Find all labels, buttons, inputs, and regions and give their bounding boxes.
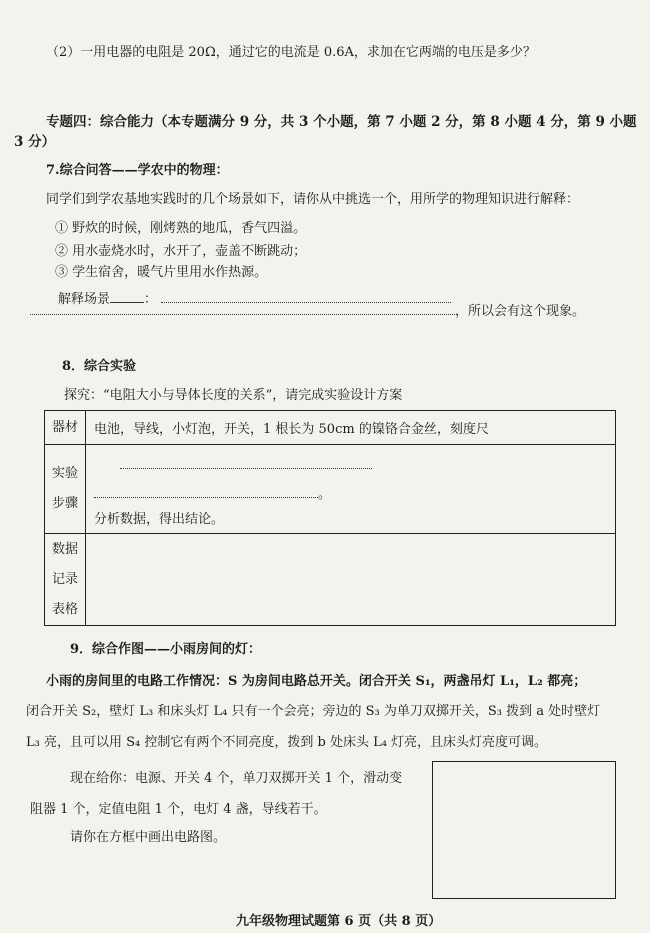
scene-item: ① 野炊的时候，刚烤熟的地瓜，香气四溢。 xyxy=(55,221,307,236)
step-answer-blank[interactable] xyxy=(120,456,372,469)
question-9-given: 阻器 1 个，定值电阻 1 个，电灯 4 盏，导线若干。 xyxy=(30,802,327,817)
steps-cell: 。 分析数据，得出结论。 xyxy=(86,445,616,534)
equipment-label: 器材 xyxy=(45,411,86,445)
page-footer: 九年级物理试题第 6 页（共 8 页） xyxy=(236,914,442,929)
circuit-drawing-box[interactable] xyxy=(432,761,616,899)
question-9-desc: 小雨的房间里的电路工作情况：S 为房间电路总开关。闭合开关 S₁，两盏吊灯 L₁，L₂ 都亮； xyxy=(46,674,587,689)
question-7-intro: 同学们到学农基地实践时的几个场景如下，请你从中挑选一个，用所学的物理知识进行解释： xyxy=(46,192,580,207)
explain-line-2 xyxy=(30,300,585,319)
section-4-heading: 专题四：综合能力（本专题满分 9 分，共 3 个小题，第 7 小题 2 分，第 8 小题 4 分，第 9 小题 xyxy=(46,114,637,130)
step-answer-blank[interactable] xyxy=(94,485,318,498)
question-9-given: 现在给你：电源、开关 4 个，单刀双掷开关 1 个，滑动变 xyxy=(70,771,403,786)
explain-answer-blank-2[interactable] xyxy=(30,302,455,315)
equipment-value: 电池，导线，小灯泡，开关，1 根长为 50cm 的镍铬合金丝，刻度尺 xyxy=(86,411,616,445)
record-table-area[interactable] xyxy=(86,534,616,626)
question-6-part-2: （2）一用电器的电阻是 20Ω，通过它的电流是 0.6A，求加在它两端的电压是多少？ xyxy=(46,45,536,60)
question-7-title: 7.综合问答——学农中的物理： xyxy=(46,163,229,178)
steps-label: 实验 步骤 xyxy=(45,445,86,534)
question-9-desc: 闭合开关 S₂，壁灯 L₃ 和床头灯 L₄ 只有一个会亮；旁边的 S₃ 为单刀双掷开关，S₃ 拨到 a 处时壁灯 xyxy=(26,704,601,719)
scene-item: ③ 学生宿舍，暖气片里用水作热源。 xyxy=(55,265,268,280)
question-9-instruction: 请你在方框中画出电路图。 xyxy=(70,830,227,845)
section-4-heading-cont: 3 分） xyxy=(14,134,56,150)
question-9-title: 9．综合作图——小雨房间的灯： xyxy=(70,642,262,657)
question-9-desc: L₃ 亮，且可以用 S₄ 控制它有两个不同亮度，拨到 b 处床头 L₄ 灯亮，且床头灯亮度可调。 xyxy=(26,735,548,750)
question-8-title: 8．综合实验 xyxy=(62,359,137,374)
steps-final: 分析数据，得出结论。 xyxy=(94,511,225,527)
record-table-label: 数据 记录 表格 xyxy=(45,534,86,626)
question-8-intro: 探究：“电阻大小与导体长度的关系”，请完成实验设计方案 xyxy=(64,388,403,403)
explain-colon: ： xyxy=(144,292,158,307)
explain-suffix: ，所以会有这个现象。 xyxy=(455,304,586,319)
experiment-design-table xyxy=(44,410,616,626)
scene-item: ② 用水壶烧水时，水开了，壶盖不断跳动； xyxy=(55,244,307,259)
explain-label: 解释场景 xyxy=(58,292,111,307)
